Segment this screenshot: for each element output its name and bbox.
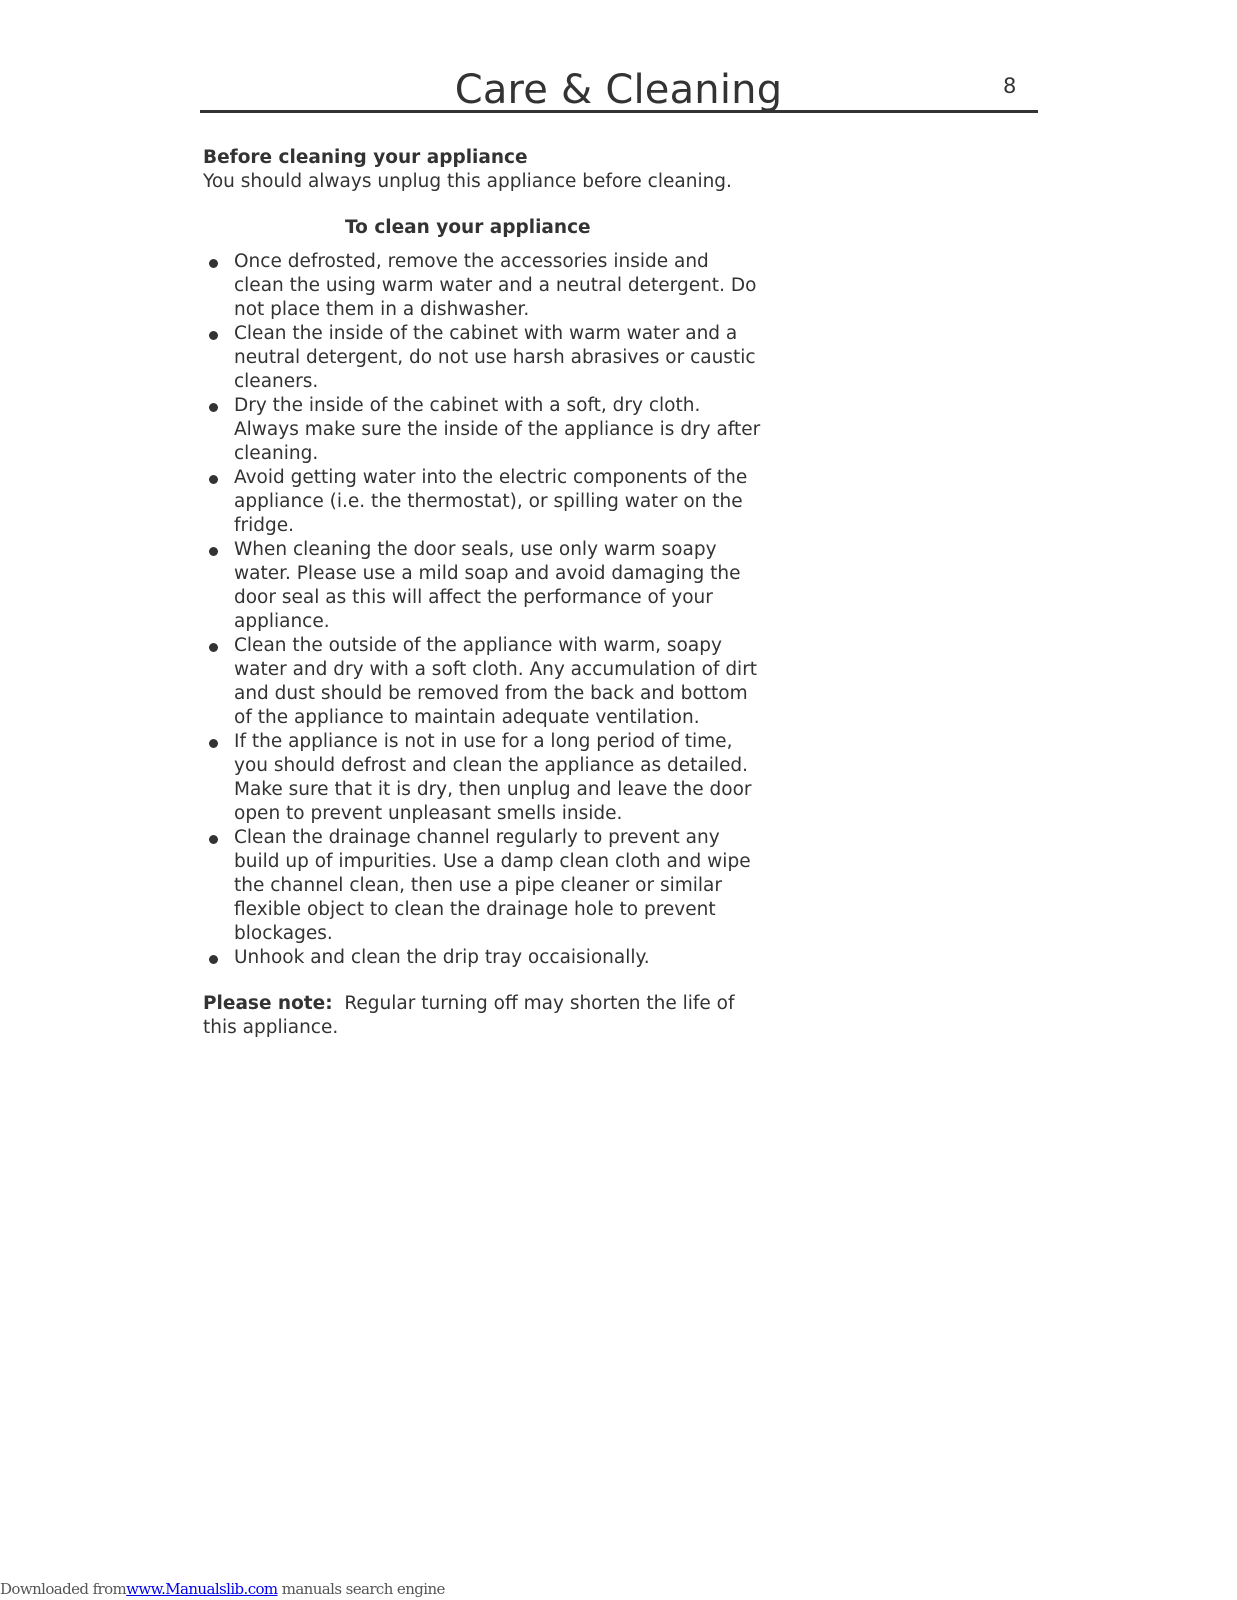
- bullet-icon: [209, 259, 218, 268]
- bullet-icon: [209, 835, 218, 844]
- page-title: Care & Cleaning: [454, 67, 783, 113]
- footer-suffix: manuals search engine: [277, 1580, 445, 1598]
- list-item-text: Clean the drainage channel regularly to prevent any build up of impurities. Use a damp clean cloth and wipe the channel clean, then use a pipe cleaner or similar flexible object to clean the drainage hole to prevent blockages.: [234, 827, 751, 944]
- list-item: [203, 394, 763, 466]
- note-label: Please note:: [203, 993, 333, 1014]
- please-note: [203, 992, 763, 1040]
- bullet-icon: [209, 955, 218, 964]
- bullet-icon: [209, 331, 218, 340]
- list-item: [203, 538, 763, 634]
- footer: [0, 1580, 445, 1598]
- list-item-text: When cleaning the door seals, use only warm soapy water. Please use a mild soap and avoid damaging the door seal as this will affect the performance of your appliance.: [234, 539, 741, 632]
- page-number: 8: [1003, 74, 1017, 98]
- bullet-icon: [209, 475, 218, 484]
- list-item: [203, 322, 763, 394]
- list-item: [203, 466, 763, 538]
- bullet-icon: [209, 643, 218, 652]
- to-clean-heading: To clean your appliance: [345, 217, 591, 238]
- list-item-text: Clean the inside of the cabinet with warm water and a neutral detergent, do not use harsh abrasives or caustic cleaners.: [234, 323, 756, 392]
- main-content: [203, 146, 763, 1040]
- bullet-icon: [209, 547, 218, 556]
- footer-prefix: Downloaded from: [0, 1580, 127, 1598]
- list-item-text: Once defrosted, remove the accessories inside and clean the using warm water and a neutral detergent. Do not place them in a dishwasher.: [234, 251, 757, 320]
- manualslib-link[interactable]: www.Manualslib.com: [126, 1580, 278, 1598]
- bullet-icon: [209, 403, 218, 412]
- list-item: [203, 946, 763, 970]
- before-cleaning-text: You should always unplug this appliance before cleaning.: [203, 171, 732, 192]
- list-item: [203, 826, 763, 946]
- note-text: Regular turning off may shorten the life of this appliance.: [203, 993, 735, 1038]
- list-item: [203, 250, 763, 322]
- list-item-text: Avoid getting water into the electric components of the appliance (i.e. the thermostat), or spilling water on the fridge.: [234, 467, 748, 536]
- list-item: [203, 634, 763, 730]
- bullet-icon: [209, 739, 218, 748]
- list-item-text: Dry the inside of the cabinet with a soft, dry cloth. Always make sure the inside of the appliance is dry after cleaning.: [234, 395, 761, 464]
- list-item: [203, 730, 763, 826]
- cleaning-steps-list: [203, 250, 763, 970]
- before-cleaning-heading: Before cleaning your appliance: [203, 147, 528, 168]
- list-item-text: Clean the outside of the appliance with warm, soapy water and dry with a soft cloth. Any accumulation of dirt and dust should be removed from the back and bottom of the appliance to maintain adequate ventilation.: [234, 635, 758, 728]
- list-item-text: If the appliance is not in use for a long period of time, you should defrost and clean the appliance as detailed. Make sure that it is dry, then unplug and leave the door open to prevent unpleasant smells inside.: [234, 731, 752, 824]
- title-rule: [200, 110, 1038, 113]
- list-item-text: Unhook and clean the drip tray occaisionally.: [234, 947, 650, 968]
